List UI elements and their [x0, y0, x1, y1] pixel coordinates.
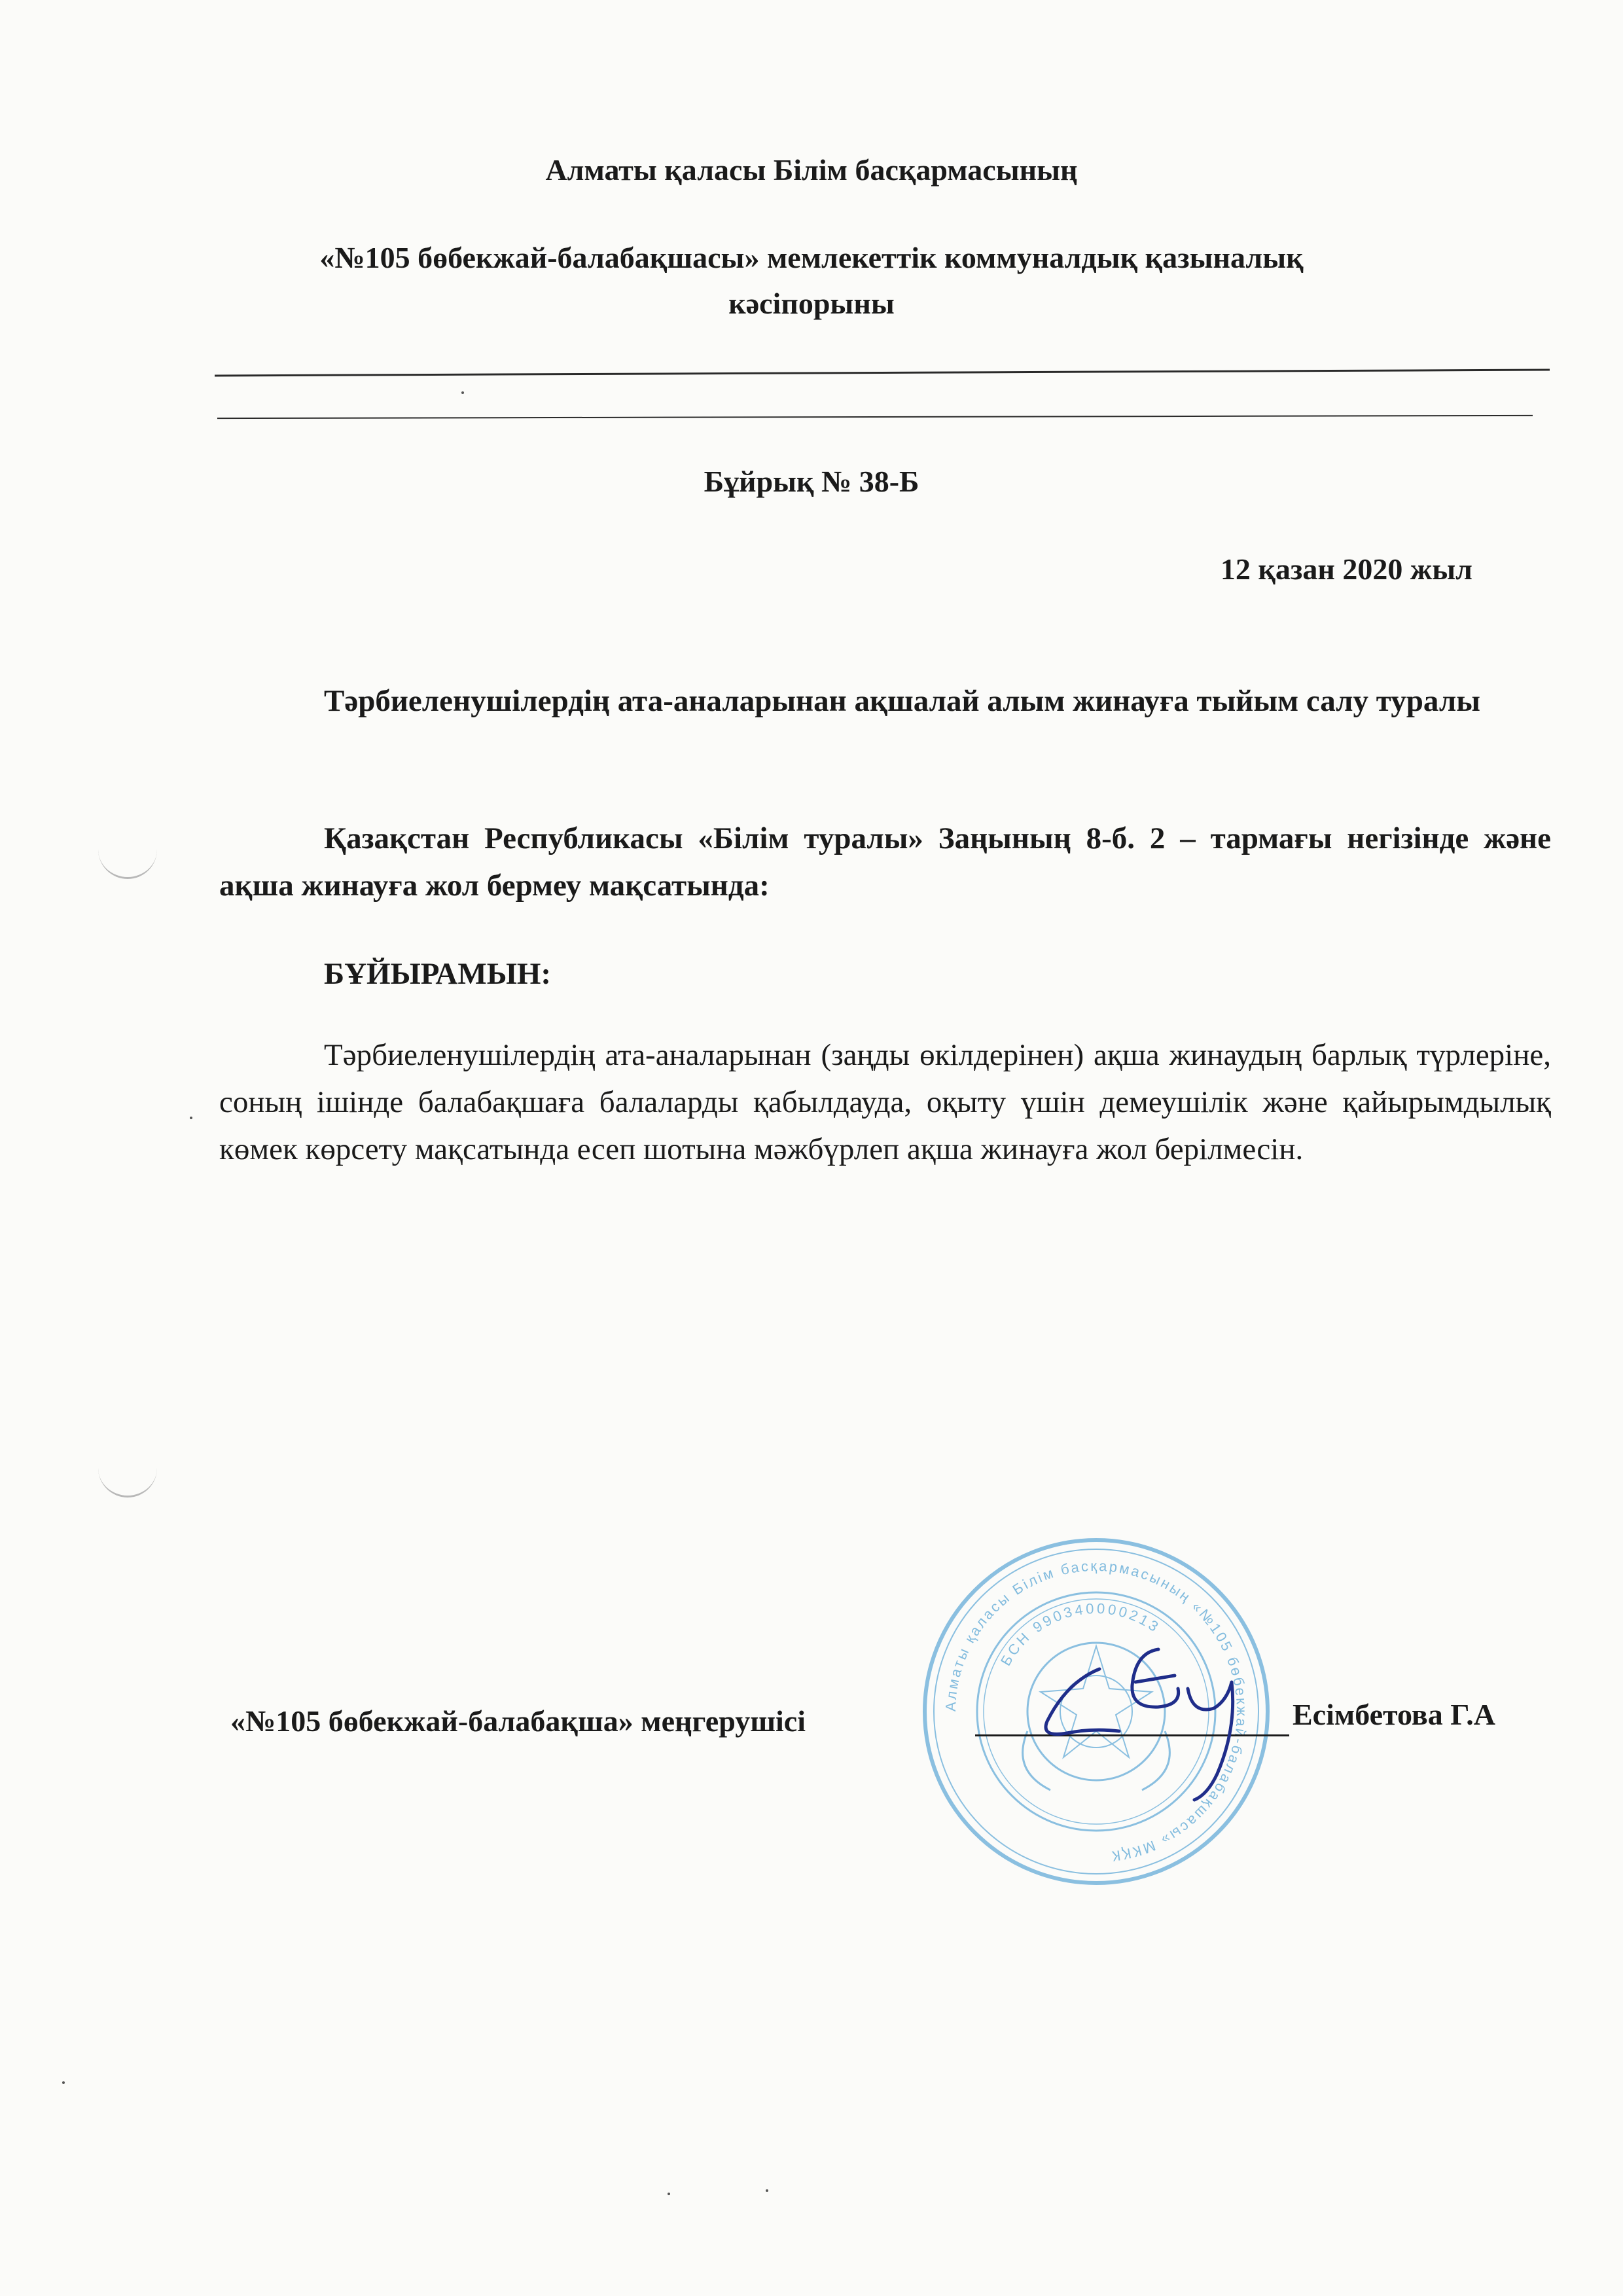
punch-hole-bottom: [98, 1456, 157, 1498]
scan-speck-2: [190, 1117, 192, 1119]
org-header-line2: «№105 бөбекжай-балабақшасы» мемлекеттік коммуналдық қазыналық: [319, 241, 1304, 274]
legal-basis: Қазақстан Республикасы «Білім туралы» Заңының 8-б. 2 – тармағы негізінде және ақша жинауға жол бермеу мақсатында:: [219, 821, 1551, 903]
order-title: Бұйрық № 38-Б: [704, 465, 919, 498]
scan-speck-1: [461, 391, 464, 394]
header-rule-top: [215, 369, 1550, 377]
scan-speck-5: [62, 2081, 65, 2084]
scan-speck-4: [766, 2189, 768, 2192]
signature-stroke-4: [1188, 1682, 1233, 1800]
org-header-line3: кәсіпорыны: [728, 287, 895, 320]
stamp-ring-text: Алматы қаласы Білім басқармасының «№105 бөбекжай-балабақшасы» МКҚК: [942, 1557, 1251, 1865]
signatory-name: Есімбетова Г.А: [1293, 1698, 1496, 1731]
header-rule-bottom: [217, 415, 1533, 419]
order-date: 12 қазан 2020 жыл: [1220, 552, 1472, 586]
signature-stroke-3: [1135, 1676, 1175, 1682]
scan-speck-3: [668, 2193, 670, 2195]
signature-stroke-1: [1046, 1669, 1119, 1734]
org-header-line1: Алматы қаласы Білім басқармасының: [545, 153, 1078, 187]
punch-hole-top: [98, 838, 157, 879]
signatory-position: «№105 бөбекжай-балабақша» меңгерушісі: [230, 1704, 806, 1738]
order-subject: Тәрбиеленушілердің ата-аналарынан ақшалай алым жинауға тыйым салу туралы: [324, 684, 1480, 718]
command-heading: БҰЙЫРАМЫН:: [324, 957, 552, 991]
handwritten-signature: [1021, 1623, 1296, 1806]
directive-text: Тәрбиеленушілердің ата-аналарынан (заңды өкілдерінен) ақша жинаудың барлық түрлеріне, соның ішінде балабақшаға балаларды қабылдауда, оқыту үшін демеушілік және қайырымдылық көмек көрсету мақсатында есеп шотына мәжбүрлеп ақша жинауға жол берілмесін.: [219, 1038, 1551, 1166]
stamp-id-text: БСН 990340000213: [997, 1600, 1164, 1669]
